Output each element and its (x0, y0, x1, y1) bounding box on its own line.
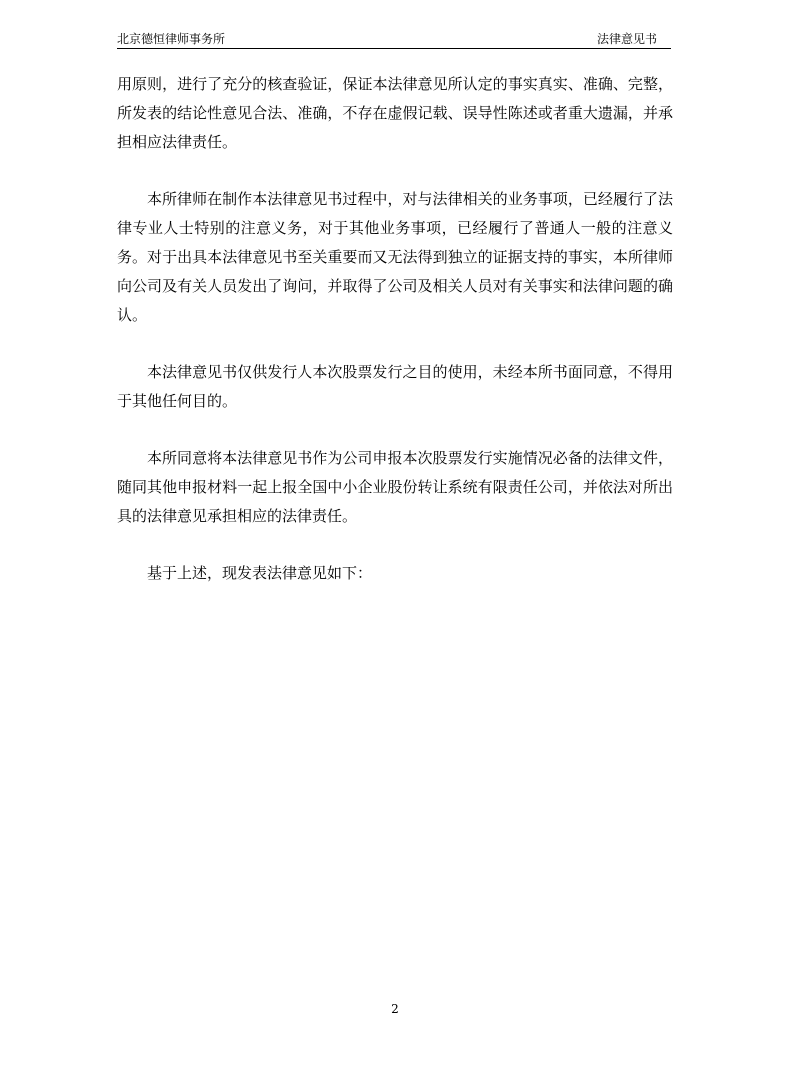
paragraph-duty-of-care: 本所律师在制作本法律意见书过程中，对与法律相关的业务事项，已经履行了法律专业人士特别的注意义务，对于其他业务事项，已经履行了普通人一般的注意义务。对于出具本法律意见书至关重要而又无法得到独立的证据支持的事实，本所律师向公司及有关人员发出了询问，并取得了公司及相关人员对有关事实和法律问题的确认。 (117, 190, 673, 324)
page-number: 2 (391, 1002, 399, 1016)
paragraph-usage-restriction: 本法律意见书仅供发行人本次股票发行之目的使用，未经本所书面同意，不得用于其他任何目的。 (117, 363, 673, 410)
law-firm-name: 北京德恒律师事务所 (117, 32, 226, 46)
paragraph-opinion-intro: 基于上述，现发表法律意见如下： (147, 564, 373, 582)
page-header (117, 30, 671, 49)
paragraph-continued: 用原则，进行了充分的核查验证，保证本法律意见所认定的事实真实、准确、完整，所发表的结论性意见合法、准确，不存在虚假记载、误导性陈述或者重大遗漏，并承担相应法律责任。 (117, 75, 673, 151)
paragraph-filing-consent: 本所同意将本法律意见书作为公司申报本次股票发行实施情况必备的法律文件，随同其他申报材料一起上报全国中小企业股份转让系统有限责任公司，并依法对所出具的法律意见承担相应的法律责任。 (117, 449, 673, 525)
document-body (117, 70, 673, 616)
document-title: 法律意见书 (596, 32, 657, 46)
